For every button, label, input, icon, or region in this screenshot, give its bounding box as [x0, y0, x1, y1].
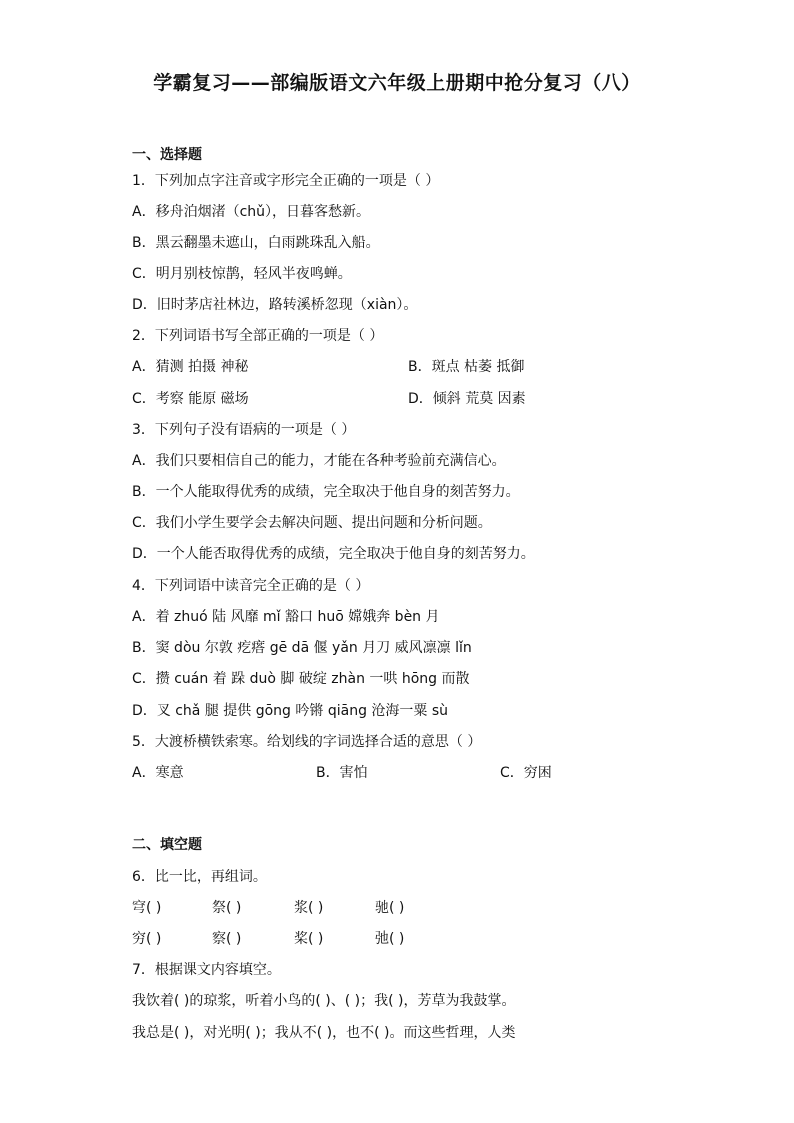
question-2-option-d: D．倾斜 荒莫 因素 [408, 391, 526, 407]
question-1-stem: 1．下列加点字注音或字形完全正确的一项是（ ） [132, 173, 440, 189]
question-7-stem: 7．根据课文内容填空。 [132, 962, 281, 978]
question-3-stem: 3．下列句子没有语病的一项是（ ） [132, 422, 356, 438]
question-1-option-b: B．黑云翻墨未遮山，白雨跳珠乱入船。 [132, 235, 380, 251]
page-title: 学霸复习——部编版语文六年级上册期中抢分复习（八） [153, 72, 641, 94]
question-6-row1-item: 浆( ) [294, 900, 324, 916]
question-6-stem: 6．比一比，再组词。 [132, 869, 267, 885]
question-2-option-b: B．斑点 枯萎 抵御 [408, 359, 525, 375]
question-5-stem: 5．大渡桥横铁索寒。给划线的字词选择合适的意思（ ） [132, 734, 482, 750]
question-6-row2-item: 穷( ) [132, 931, 162, 947]
question-3-option-d: D．一个人能否取得优秀的成绩，完全取决于他自身的刻苦努力。 [132, 546, 535, 562]
section-heading-fill: 二、填空题 [132, 837, 202, 853]
question-2-stem: 2．下列词语书写全部正确的一项是（ ） [132, 328, 384, 344]
question-4-stem: 4．下列词语中读音完全正确的是（ ） [132, 578, 370, 594]
question-4-option-c: C．攒 cuán 着 跺 duò 脚 破绽 zhàn 一哄 hōng 而散 [132, 671, 470, 687]
question-4-option-d: D．叉 chǎ 腿 提供 gōng 吟锵 qiāng 沧海一粟 sù [132, 703, 449, 719]
question-1-option-c: C．明月别枝惊鹊，轻风半夜鸣蝉。 [132, 266, 352, 282]
question-6-row2-item: 桨( ) [294, 931, 324, 947]
question-1-option-a: A．移舟泊烟渚（chǔ），日暮客愁新。 [132, 204, 371, 220]
question-7-line-1: 我饮着( )的琼浆，听着小鸟的( )、( )；我( )，芳草为我鼓掌。 [132, 993, 516, 1009]
question-6-row2-item: 察( ) [212, 931, 242, 947]
question-6-row2-item: 弛( ) [375, 931, 405, 947]
question-2-option-c: C．考察 能原 磁场 [132, 391, 249, 407]
question-7-line-2: 我总是( )，对光明( )；我从不( )，也不( )。而这些哲理，人类 [132, 1025, 516, 1041]
question-4-option-a: A．着 zhuó 陆 风靡 mǐ 豁口 huō 嫦娥奔 bèn 月 [132, 609, 440, 625]
section-heading-choice: 一、选择题 [132, 147, 202, 163]
question-2-option-a: A．猜测 拍摄 神秘 [132, 359, 249, 375]
question-3-option-a: A．我们只要相信自己的能力，才能在各种考验前充满信心。 [132, 453, 506, 469]
question-5-option-b: B．害怕 [316, 765, 368, 781]
question-5-option-c: C．穷困 [500, 765, 552, 781]
question-4-option-b: B．窦 dòu 尔敦 疙瘩 gē dā 偃 yǎn 月刀 威风凛凛 lǐn [132, 640, 472, 656]
question-5-option-a: A．寒意 [132, 765, 184, 781]
question-1-option-d: D．旧时茅店社林边，路转溪桥忽现（xiàn）。 [132, 297, 418, 313]
question-3-option-c: C．我们小学生要学会去解决问题、提出问题和分析问题。 [132, 515, 492, 531]
question-3-option-b: B．一个人能取得优秀的成绩，完全取决于他自身的刻苦努力。 [132, 484, 520, 500]
question-6-row1-item: 驰( ) [375, 900, 405, 916]
question-6-row1-item: 穹( ) [132, 900, 162, 916]
question-6-row1-item: 祭( ) [212, 900, 242, 916]
